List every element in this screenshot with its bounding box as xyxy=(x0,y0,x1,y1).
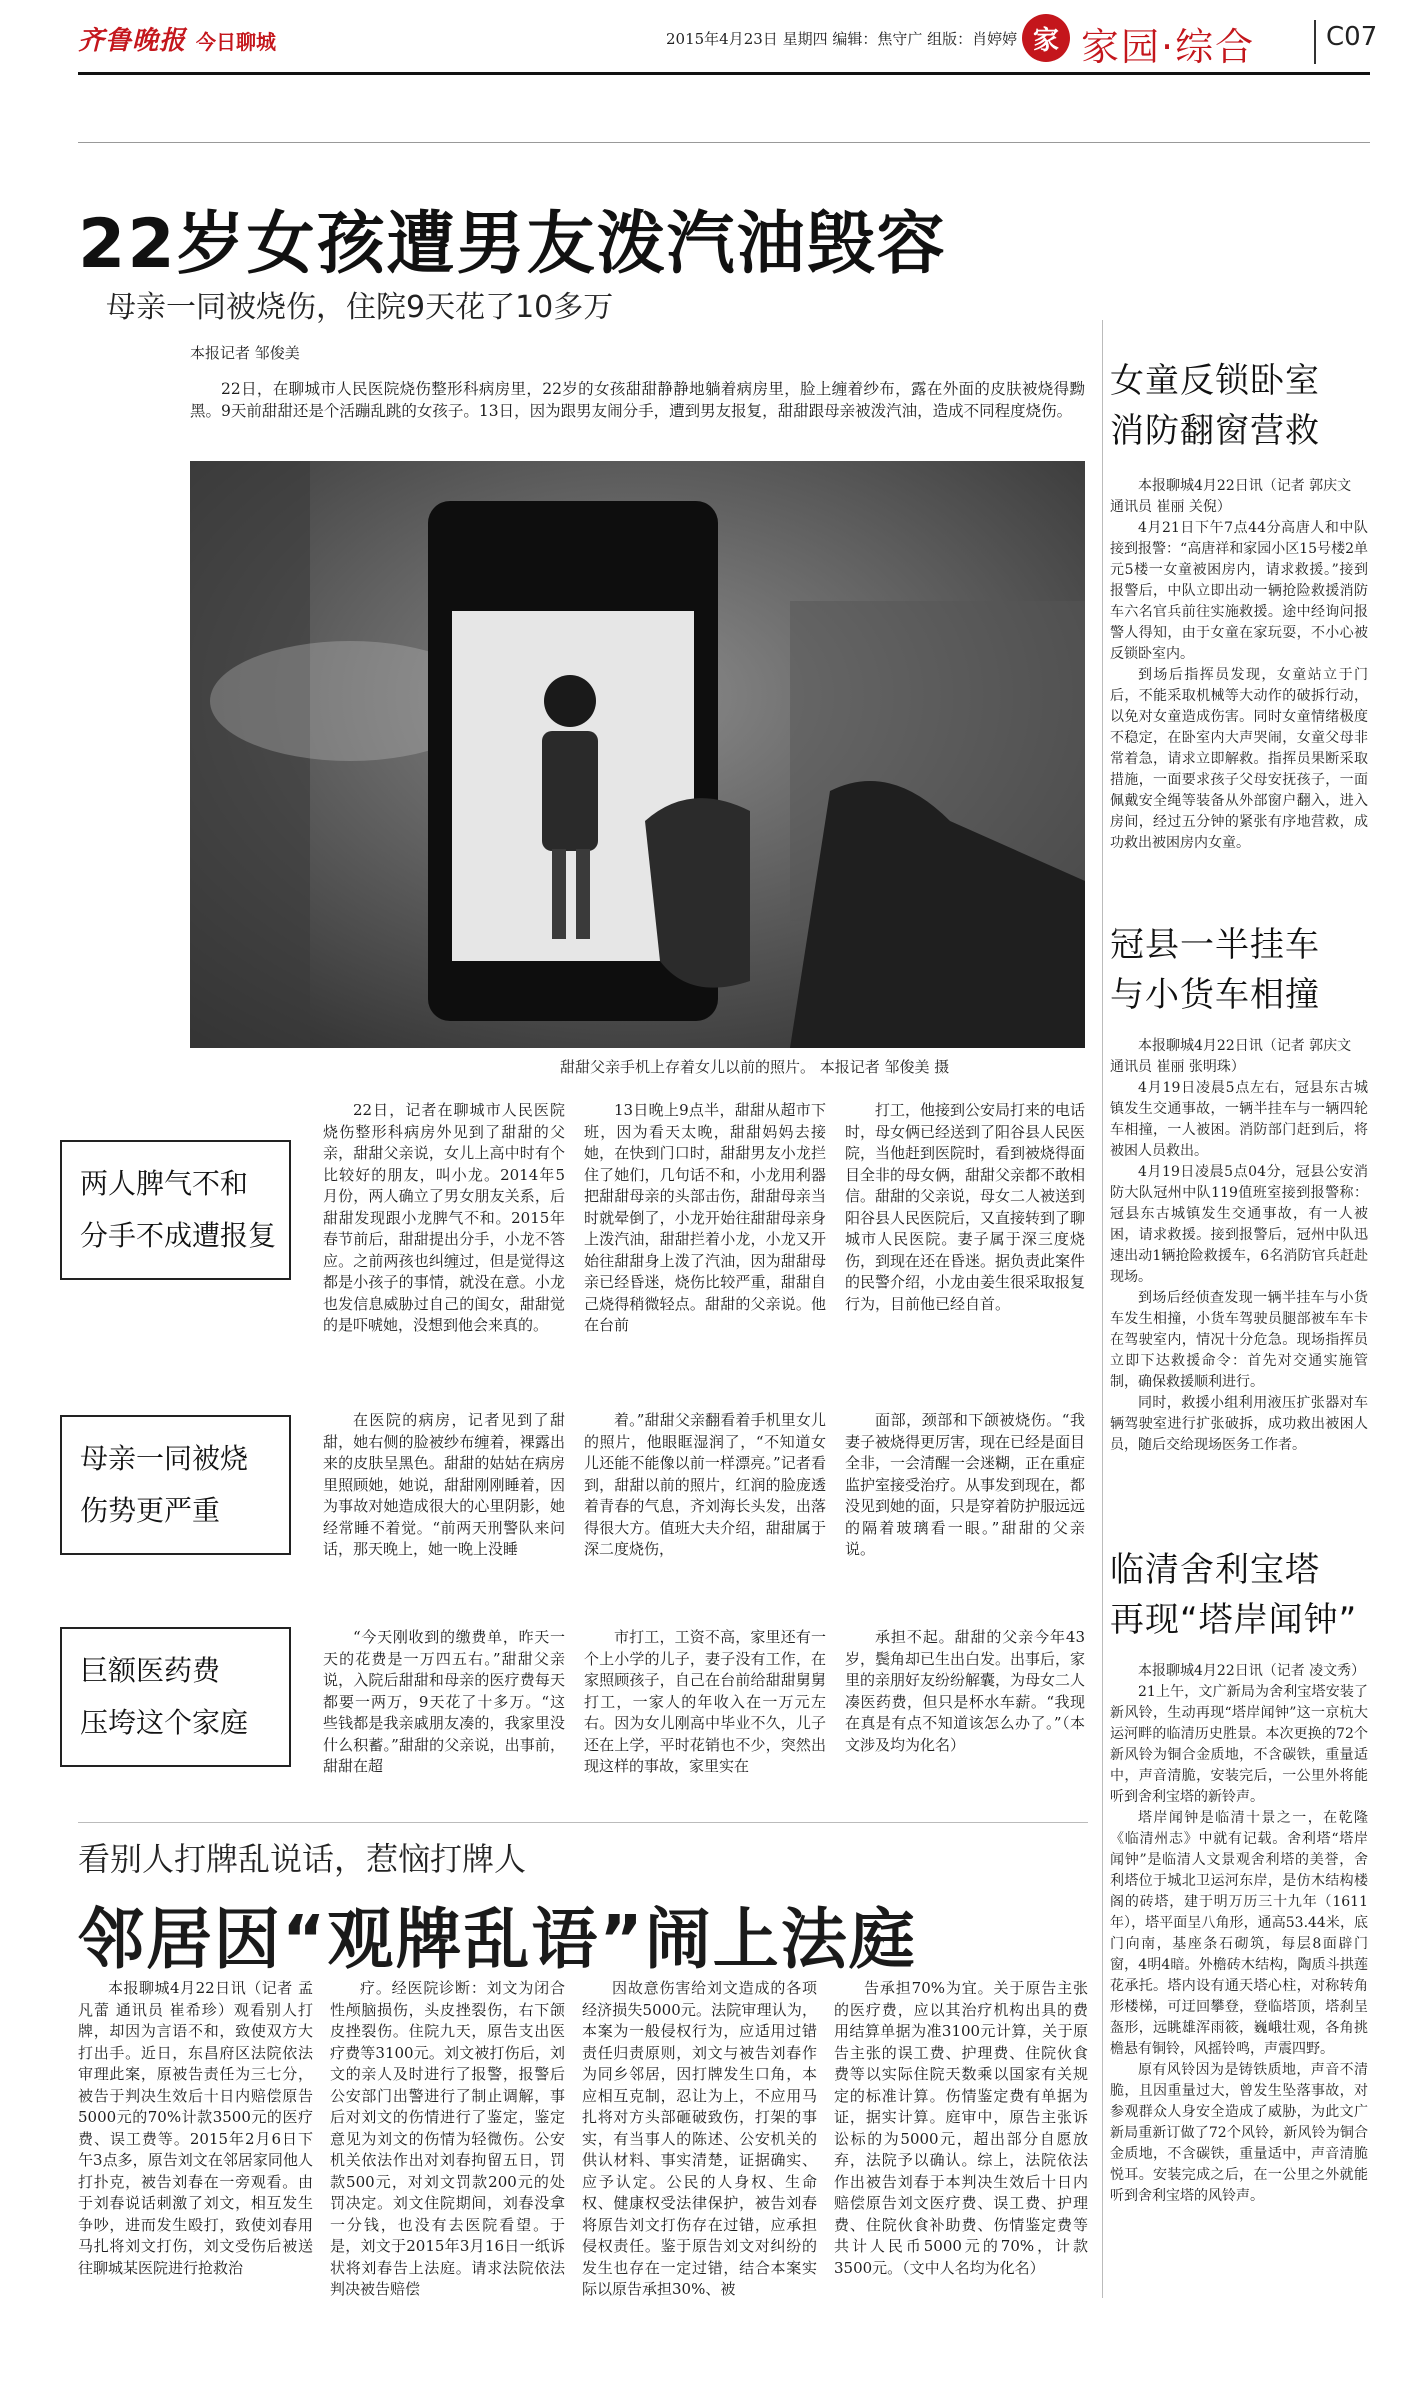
page-number-divider xyxy=(1314,20,1316,64)
article-column: 本报聊城4月22日讯（记者 孟凡蕾 通讯员 崔希珍）观看别人打牌，却因为言语不和，致使双方大打出手。近日，东昌府区法院依法审理此案，原被告责任为三七分，被告于判决生效后十日内赔偿原告5000元的70%计款3500元的医疗费、误工费等。2015年2月6日下午3点多，原告刘文在邻居家同他人打扑克，被告刘春在一旁观看。由于刘春说话刺激了刘文，相互发生争吵，进而发生殴打，致使刘春用马扎将刘文打伤，刘文受伤后被送往聊城某医院进行抢救治 xyxy=(78,1979,313,2277)
right-article-2 xyxy=(1110,920,1368,1456)
right-article-paragraph: 4月19日凌晨5点04分，冠县公安消防大队冠州中队119值班室接到报警称：冠县东古城镇发生交通事故，有一人被困，请求救援。接到报警后，冠州中队迅速出动1辆抢险救援车，6名消防官兵赶赴现场。 xyxy=(1110,1164,1368,1285)
right-article-paragraph: 同时，救援小组利用液压扩张器对车辆驾驶室进行扩张破拆，成功救出被困人员，随后交给现场医务工作者。 xyxy=(1110,1395,1368,1453)
article-column: 承担不起。甜甜的父亲今年43岁，鬓角却已生出白发。出事后，家里的亲朋好友纷纷解囊，为母女二人凑医药费，但只是杯水车薪。“我现在真是有点不知道该怎么办了。”（本文涉及均为化名） xyxy=(845,1628,1085,1754)
article-column: 打工，他接到公安局打来的电话时，母女俩已经送到了阳谷县人民医院，当他赶到医院时，看到被烧得面目全非的母女俩，甜甜父亲都不敢相信。甜甜的父亲说，母女二人被送到阳谷县人民医院后，又直接转到了聊城市人民医院。妻子属于深三度烧伤，到现在还在昏迷。据负责此案件的民警介绍，小龙由姜生很采取报复行为，目前他已经自首。 xyxy=(845,1101,1085,1313)
article-column: “今天刚收到的缴费单，昨天一天的花费是一万四五右。”甜甜父亲说，入院后甜甜和母亲的医疗费每天都要一两万，9天花了十多万。“这些钱都是我亲戚朋友凑的，我家里没什么积蓄。”甜甜的父亲说，出事前，甜甜在超 xyxy=(323,1628,565,1775)
right-article-byline: 本报聊城4月22日讯（记者 郭庆文 通讯员 崔丽 关倪） xyxy=(1110,478,1352,515)
article-column: 告承担70%为宜。关于原告主张的医疗费，应以其治疗机构出具的费用结算单据为准3100元计算，关于原告主张的误工费、护理费、住院伙食费等以实际住院天数乘以国家有关规定的标准计算。伤情鉴定费有单据为证，据实计算。庭审中，原告主张诉讼标的为5000元，超出部分自愿放弃，法院予以确认。综上，法院依法作出被告刘春于本判决生效后十日内赔偿原告刘文医疗费、误工费、护理费、住院伙食补助费、伤情鉴定费等共计人民币5000元的70%，计款3500元。（文中人名均为化名） xyxy=(834,1979,1088,2277)
edition-name: 今日聊城 xyxy=(196,30,276,54)
section-box-1 xyxy=(60,1140,291,1280)
phone-photo-illustration xyxy=(190,461,1085,1048)
section-box-line: 分手不成遭报复 xyxy=(80,1219,277,1252)
main-byline: 本报记者 邹俊美 xyxy=(190,344,300,362)
right-article-title: 再现“塔岸闻钟” xyxy=(1110,1600,1358,1640)
section-box-line: 压垮这个家庭 xyxy=(80,1706,249,1739)
right-article-paragraph: 原有风铃因为是铸铁质地，声音不清脆，且因重量过大，曾发生坠落事故，对参观群众人身安全造成了威胁，为此文广新局重新订做了72个风铃，新风铃为铜合金质地，不含碳铁，重量适中，声音清脆悦耳。安装完成之后，在一公里之外就能听到舍利宝塔的风铃声。 xyxy=(1110,2062,1368,2204)
article-column: 面部，颈部和下颌被烧伤。“我妻子被烧得更厉害，现在已经是面目全非，一会清醒一会迷糊，正在重症监护室接受治疗。从事发到现在，都没见到她的面，只是穿着防护服远远的隔着玻璃看一眼。”甜甜的父亲说。 xyxy=(845,1411,1085,1558)
dateline: 2015年4月23日 星期四 编辑：焦守广 组版：肖婷婷 xyxy=(666,30,1018,48)
right-article-paragraph: 塔岸闻钟是临清十景之一，在乾隆《临清州志》中就有记载。舍利塔“塔岸闻钟”是临清人文景观舍利塔的美誉，舍利塔位于城北卫运河东岸，是仿木结构楼阁的砖塔，建于明万历三十九年（1611年），塔平面呈八角形，通高53.44米，底门向南，基座条石砌筑，每层8面辟门窗，4明4暗。外檐砖木结构，陶质斗拱莲花承托。塔内设有通天塔心柱，对称转角形楼梯，可迂回攀登，登临塔顶，塔刹呈盔形，远眺雄浑雨筱，巍峨壮观，各角挑檐悬有铜铃，风摇铃鸣，声震四野。 xyxy=(1110,1810,1368,2057)
masthead-rule xyxy=(78,72,1370,75)
right-article-paragraph: 4月21日下午7点44分高唐人和中队接到报警：“高唐祥和家园小区15号楼2单元5楼一女童被困房内，请求救援。”接到报警后，中队立即出动一辆抢险救援消防车六名官兵前往实施救援。途中经询问报警人得知，由于女童在家玩耍，不小心被反锁卧室内。 xyxy=(1110,520,1368,662)
news-photo xyxy=(190,461,1085,1048)
top-divider xyxy=(78,142,1370,143)
section-logo-icon: 家 xyxy=(1022,14,1070,62)
section-box-line: 母亲一同被烧 xyxy=(80,1442,249,1475)
right-article-title: 临清舍利宝塔 xyxy=(1110,1550,1320,1590)
section-title: 家园·综合 xyxy=(1081,25,1256,69)
section-box-line: 巨额医药费 xyxy=(80,1654,221,1687)
section-box-3 xyxy=(60,1627,291,1767)
right-article-title: 女童反锁卧室 xyxy=(1110,361,1320,401)
newspaper-brand: 齐鲁晚报 xyxy=(78,26,187,56)
right-article-3 xyxy=(1110,1545,1368,2375)
article-column: 13日晚上9点半，甜甜从超市下班，因为看天太晚，甜甜妈妈去接她，在快到门口时，甜甜男友小龙拦住了她们，几句话不和，小龙用利器把甜甜母亲的头部击伤，甜甜母亲当时就晕倒了，小龙开始往甜甜母亲身上泼汽油，甜甜拦着小龙，小龙又开始往甜甜身上泼了汽油，因为甜甜母亲已经昏迷，烧伤比较严重，甜甜自己烧得稍微轻点。甜甜的父亲说。他在台前 xyxy=(584,1101,826,1334)
article-column: 市打工，工资不高，家里还有一个上小学的儿子，妻子没有工作，在家照顾孩子，自己在台前给甜甜舅舅打工，一家人的年收入在一万元左右。因为女儿刚高中毕业不久，儿子还在上学，平时花销也不少，突然出现这样的事故，家里实在 xyxy=(584,1628,826,1775)
right-article-paragraph: 4月19日凌晨5点左右，冠县东古城镇发生交通事故，一辆半挂车与一辆四轮车相撞，一人被困。消防部门赶到后，将被困人员救出。 xyxy=(1110,1080,1368,1159)
bottom-headline: 邻居因“观牌乱语”闹上法庭 xyxy=(78,1901,917,1978)
right-article-title: 与小货车相撞 xyxy=(1110,975,1320,1015)
article-column: 着。”甜甜父亲翻看着手机里女儿的照片，他眼眶湿润了，“不知道女儿还能不能像以前一样漂亮。”记者看到，甜甜以前的照片，红润的脸庞透着青春的气息，齐刘海长头发，出落得很大方。值班大夫介绍，甜甜属于深二度烧伤， xyxy=(584,1411,826,1558)
article-column: 疗。经医院诊断：刘文为闭合性颅脑损伤，头皮挫裂伤，右下颌皮挫裂伤。住院九天，原告支出医疗费等3100元。刘文被打伤后，刘文的亲人及时进行了报警，报警后公安部门出警进行了制止调解，事后对刘文的伤情进行了鉴定，鉴定意见为刘文的伤情为轻微伤。公安机关依法作出对刘春拘留五日，罚款500元，对刘文罚款200元的处罚决定。刘文住院期间，刘春没拿一分钱，也没有去医院看望。于是，刘文于2015年3月16日一纸诉状将刘春告上法庭。请求法院依法判决被告赔偿 xyxy=(330,1979,565,2298)
masthead xyxy=(78,16,1378,69)
section-box-line: 伤势更严重 xyxy=(80,1494,221,1527)
main-lead: 22日，在聊城市人民医院烧伤整形科病房里，22岁的女孩甜甜静静地躺着病房里，脸上缠着纱布，露在外面的皮肤被烧得黝黑。9天前甜甜还是个活蹦乱跳的女孩子。13日，因为跟男友闹分手，遭到男友报复，甜甜跟母亲被泼汽油，造成不同程度烧伤。 xyxy=(190,380,1085,420)
section-box-2 xyxy=(60,1415,291,1555)
main-headline: 22岁女孩遭男友泼汽油毁容 xyxy=(78,205,947,284)
right-article-paragraph: 到场后经侦查发现一辆半挂车与小货车发生相撞，小货车驾驶员腿部被车车卡在驾驶室内，情况十分危急。现场指挥员立即下达救援命令：首先对交通实施管制，确保救援顺利进行。 xyxy=(1110,1290,1368,1390)
right-article-byline: 本报聊城4月22日讯（记者 凌文秀） xyxy=(1138,1663,1366,1679)
column-divider xyxy=(1102,320,1103,2298)
right-article-byline: 本报聊城4月22日讯（记者 郭庆文 通讯员 崔丽 张明珠） xyxy=(1110,1038,1352,1075)
article-divider xyxy=(78,1822,1088,1823)
right-article-paragraph: 21上午，文广新局为舍利宝塔安装了新风铃，生动再现“塔岸闻钟”这一京杭大运河畔的临清历史胜景。本次更换的72个新风铃为铜合金质地，不含碳铁，重量适中，声音清脆，安装完后，一公里外将能听到舍利宝塔的新铃声。 xyxy=(1110,1684,1368,1805)
right-article-title: 消防翻窗营救 xyxy=(1110,411,1320,451)
article-column: 因故意伤害给刘文造成的各项经济损失5000元。法院审理认为，本案为一般侵权行为，应适用过错责任归责原则，刘文与被告刘春作为同乡邻居，因打牌发生口角，本应相互克制，忍让为上，不应用马扎将对方头部砸破致伤，打架的事实，有当事人的陈述、公安机关的供认材料、事实清楚，证据确实、应予认定。公民的人身权、生命权、健康权受法律保护，被告刘春将原告刘文打伤存在过错，应承担侵权责任。鉴于原告刘文对纠纷的发生也存在一定过错，结合本案实际以原告承担30%、被 xyxy=(582,1979,817,2298)
photo-caption: 甜甜父亲手机上存着女儿以前的照片。 本报记者 邹俊美 摄 xyxy=(560,1058,950,1076)
main-subhead: 母亲一同被烧伤，住院9天花了10多万 xyxy=(106,290,614,325)
bottom-subhead: 看别人打牌乱说话，惹恼打牌人 xyxy=(78,1840,527,1878)
right-article-title: 冠县一半挂车 xyxy=(1110,925,1320,965)
section-box-line: 两人脾气不和 xyxy=(80,1167,249,1200)
page-number: C07 xyxy=(1326,22,1378,52)
right-article-1 xyxy=(1110,356,1368,854)
right-article-paragraph: 到场后指挥员发现，女童站立于门后，不能采取机械等大动作的破拆行动，以免对女童造成伤害。同时女童情绪极度不稳定，在卧室内大声哭闹，女童父母非常着急，请求立即解救。指挥员果断采取措施，一面要求孩子父母安抚孩子，一面佩戴安全绳等装备从外部窗户翻入，进入房间，经过五分钟的紧张有序地营救，成功救出被困房内女童。 xyxy=(1110,667,1368,851)
article-column: 22日，记者在聊城市人民医院烧伤整形科病房外见到了甜甜的父亲，甜甜父亲说，女儿上高中时有个比较好的朋友，叫小龙。2014年5月份，两人确立了男女朋友关系，后甜甜发现跟小龙脾气不和。2015年春节前后，甜甜提出分手，小龙不答应。之前两孩也纠缠过，但是觉得这都是小孩子的事情，就没在意。小龙也发信息威胁过自己的闺女，甜甜觉的是吓唬她，没想到他会来真的。 xyxy=(323,1101,565,1334)
article-column: 在医院的病房，记者见到了甜甜，她右侧的脸被纱布缠着，裸露出来的皮肤呈黑色。甜甜的姑姑在病房里照顾她，她说，甜甜刚刚睡着，因为事故对她造成很大的心里阴影，她经常睡不着觉。“前两天刑警队来问话，那天晚上，她一晚上没睡 xyxy=(323,1411,565,1558)
